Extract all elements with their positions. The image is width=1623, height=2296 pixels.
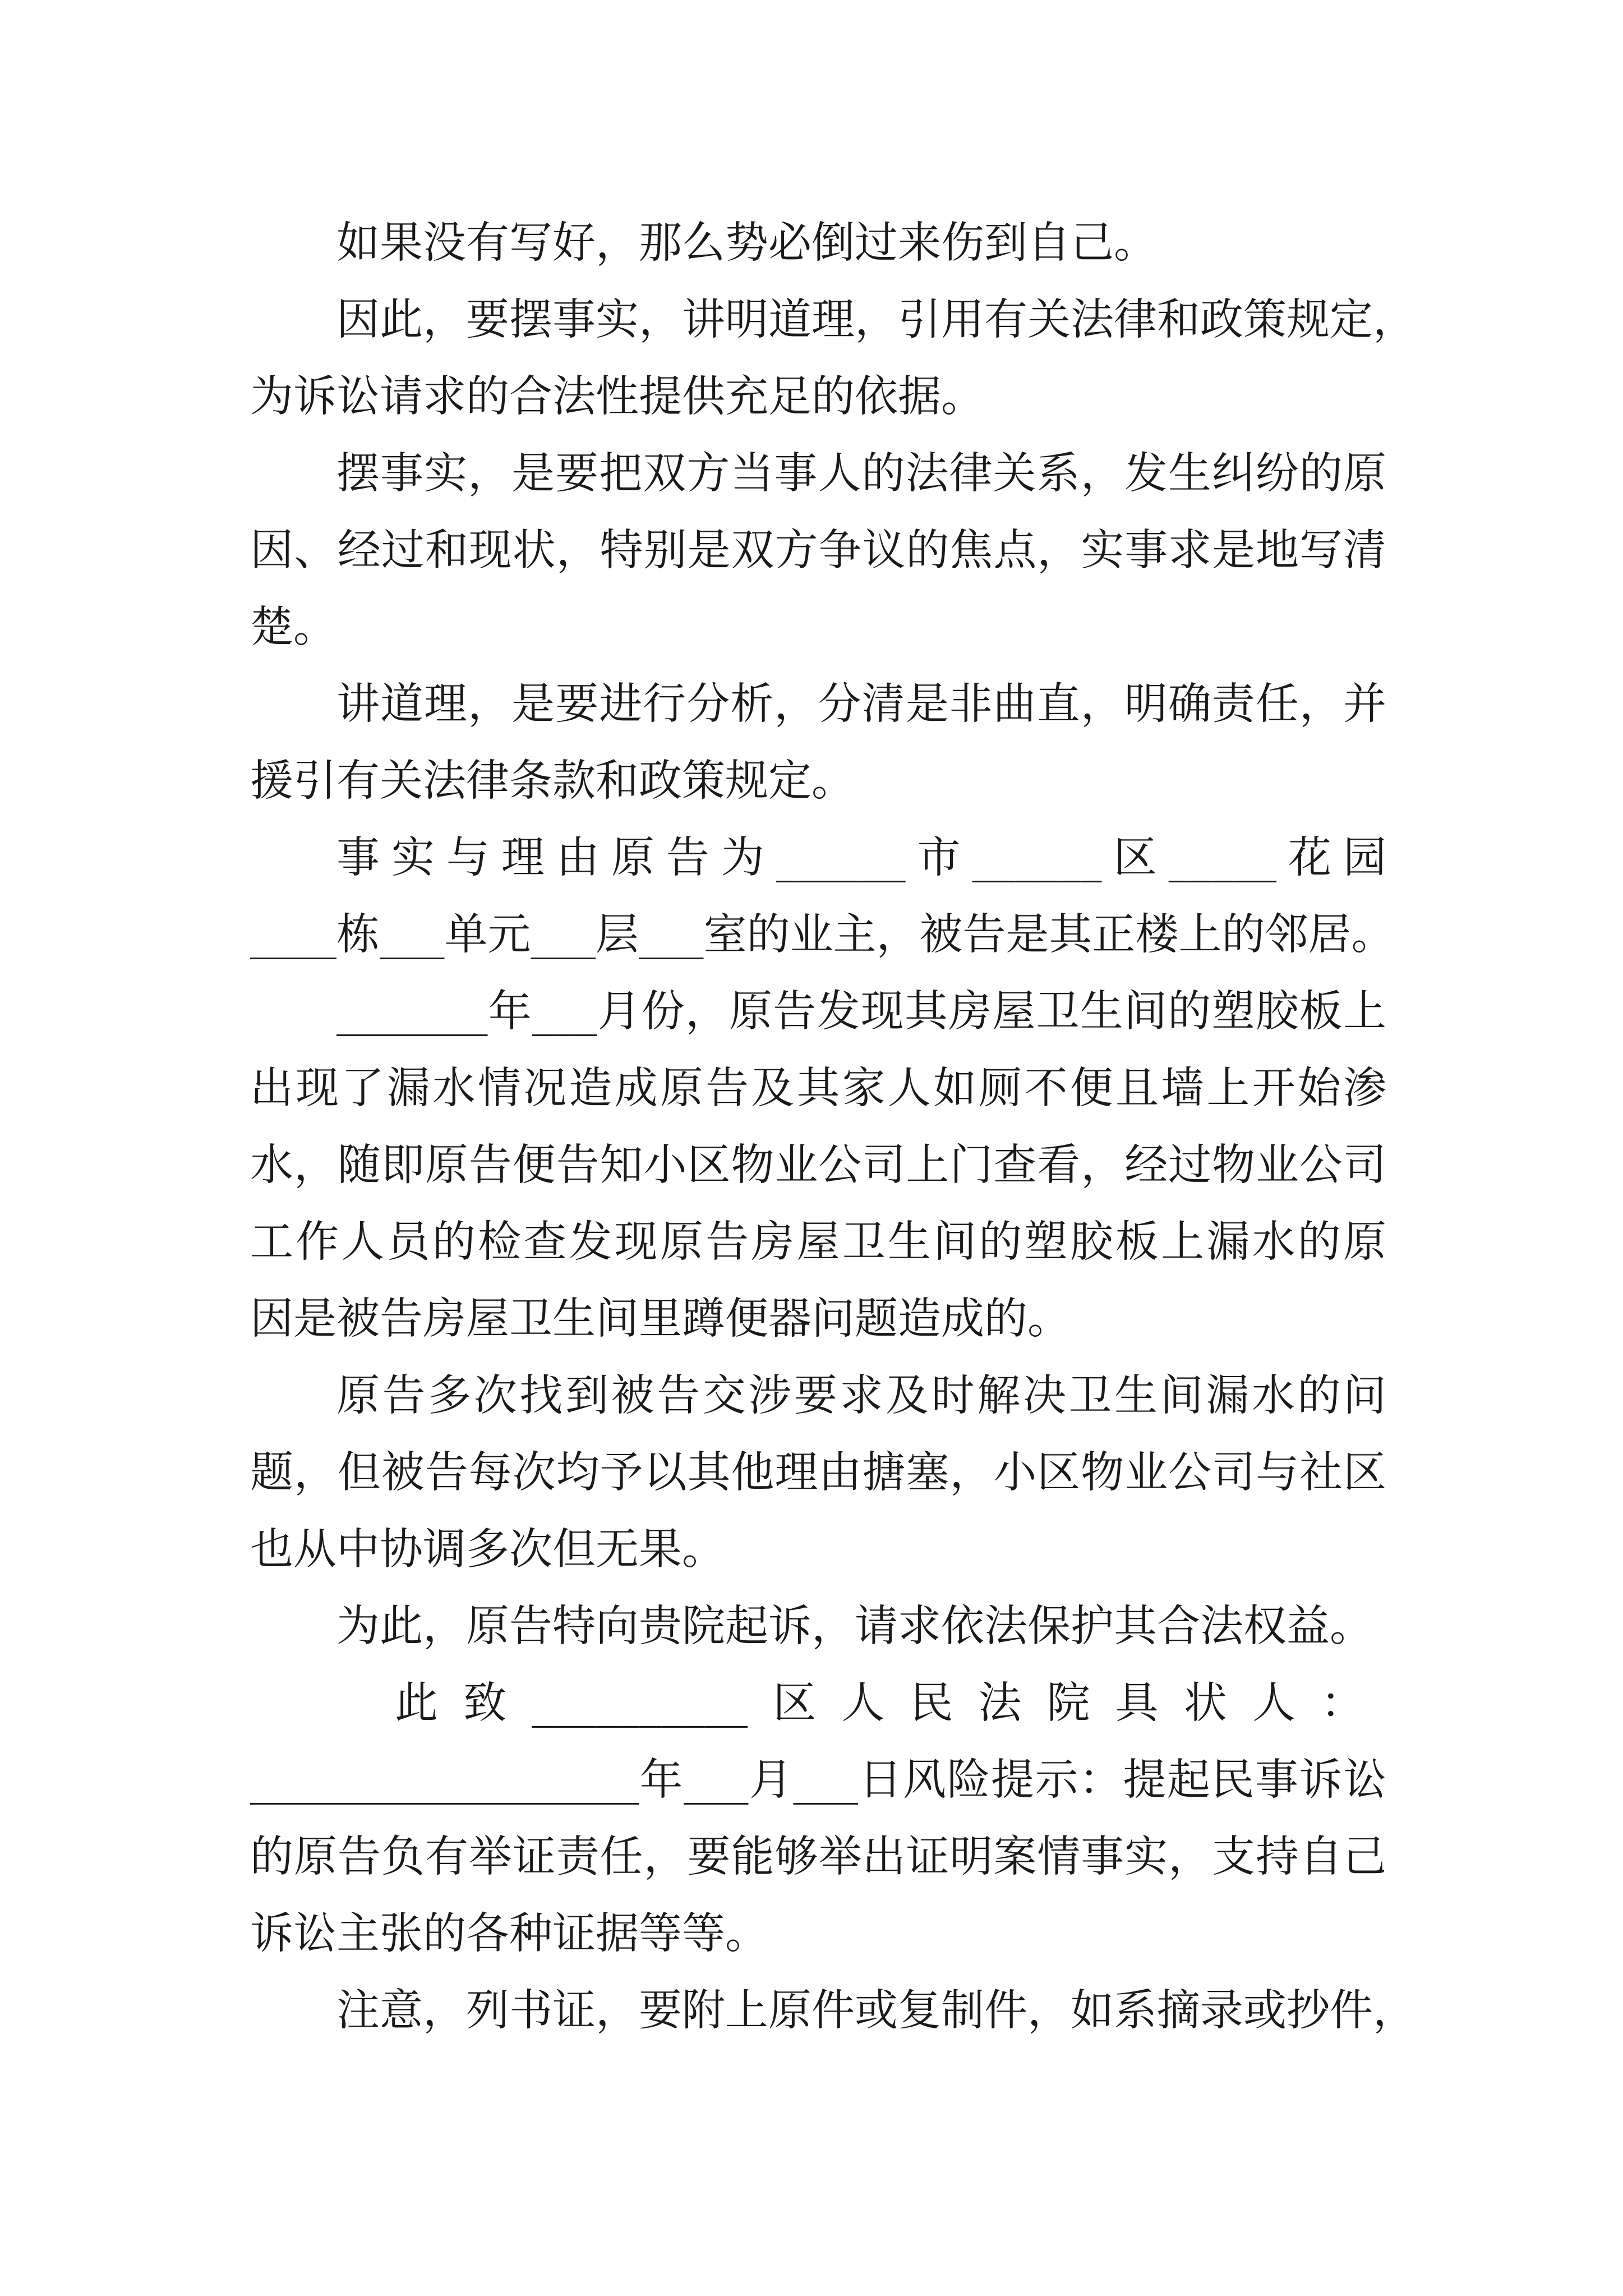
text-line: 诉讼主张的各种证据等等。 <box>250 1909 768 1959</box>
text-line: 如果没有写好，那么势必倒过来伤到自己。 <box>336 218 1157 268</box>
text-line: 为诉讼请求的合法性提供充足的依据。 <box>250 372 984 422</box>
text-line: 楚。 <box>250 602 336 652</box>
paragraph <box>250 1972 1416 2049</box>
text-line: 援引有关法律条款和政策规定。 <box>250 756 855 806</box>
text-line: _______年___月份，原告发现其房屋卫生间的塑胶板上 <box>336 987 1386 1037</box>
paragraph <box>250 1588 1386 1665</box>
text-line: 原告多次找到被告交涉要求及时解决卫生间漏水的问 <box>336 1371 1386 1421</box>
text-line: 此致__________区人民法院具状人： <box>395 1678 1364 1728</box>
paragraph <box>250 973 1386 1358</box>
text-line: 也从中协调多次但无果。 <box>250 1525 725 1575</box>
paragraph <box>250 820 1395 973</box>
text-line: 事实与理由原告为______市______区_____花园 <box>336 833 1386 883</box>
text-line: 出现了漏水情况造成原告及其家人如厕不便且墙上开始渗 <box>250 1064 1386 1114</box>
paragraph <box>250 1665 1386 1972</box>
paragraph <box>250 435 1386 666</box>
text-line: 注意，列书证，要附上原件或复制件，如系摘录或抄件， <box>336 1986 1416 2036</box>
text-line: 讲道理，是要进行分析，分清是非曲直，明确责任，并 <box>336 679 1386 729</box>
text-line: ____栋___单元___层___室的业主，被告是其正楼上的邻居。 <box>250 910 1395 960</box>
paragraph <box>250 1358 1386 1588</box>
text-line: 因是被告房屋卫生间里蹲便器问题造成的。 <box>250 1294 1071 1344</box>
text-line: 为此，原告特向贵院起诉，请求依法保护其合法权益。 <box>336 1602 1373 1651</box>
text-line: 因此，要摆事实，讲明道理，引用有关法律和政策规定， <box>336 295 1416 345</box>
text-line: 工作人员的检查发现原告房屋卫生间的塑胶板上漏水的原 <box>250 1217 1386 1267</box>
document-body <box>250 205 1416 2049</box>
text-line: 题，但被告每次均予以其他理由搪塞，小区物业公司与社区 <box>250 1448 1386 1498</box>
text-line: 因、经过和现状，特别是双方争议的焦点，实事求是地写清 <box>250 526 1386 576</box>
text-line: 水，随即原告便告知小区物业公司上门查看，经过物业公司 <box>250 1140 1386 1190</box>
paragraph <box>250 666 1386 820</box>
paragraph <box>250 205 1386 282</box>
text-line: 的原告负有举证责任，要能够举出证明案情事实，支持自己 <box>250 1832 1386 1882</box>
text-line: 摆事实，是要把双方当事人的法律关系，发生纠纷的原 <box>336 449 1386 499</box>
text-line: __________________年___月___日风险提示：提起民事诉讼 <box>250 1755 1386 1805</box>
paragraph <box>250 282 1416 435</box>
